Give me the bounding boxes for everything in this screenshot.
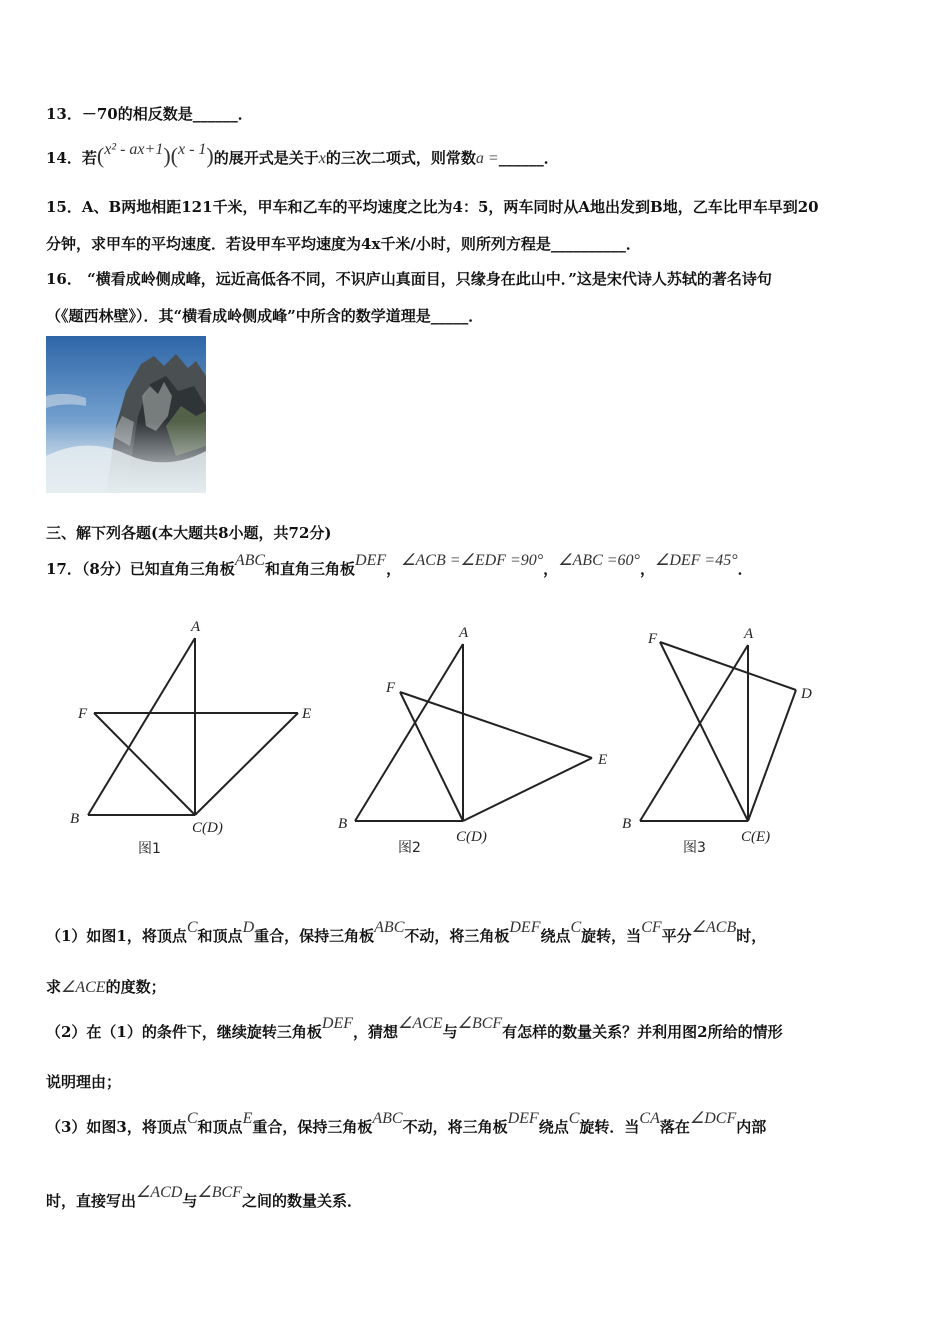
q14-mid: 的展开式是关于 bbox=[213, 149, 319, 167]
part1-line2b: 的度数； bbox=[105, 978, 166, 996]
fig3-caption: 图3 bbox=[683, 840, 706, 856]
fig2-label-E: E bbox=[598, 752, 608, 768]
part1-s1: （1）如图1，将顶点 bbox=[46, 927, 187, 945]
q14-expr1: x² - ax+1 bbox=[104, 141, 164, 158]
part1-CF: CF bbox=[641, 919, 662, 936]
part-2-line2: 说明理由； bbox=[46, 1073, 122, 1091]
part3-DEF: DEF bbox=[507, 1110, 539, 1127]
part3-s6: 旋转．当 bbox=[579, 1118, 640, 1136]
part1-ACE: ∠ACE bbox=[61, 979, 106, 996]
section-3-title: 三、解下列各题(本大题共8小题，共72分) bbox=[46, 524, 332, 542]
part-1-line2 bbox=[46, 976, 166, 997]
q14-prefix: 14．若 bbox=[46, 149, 97, 167]
part1-line2a: 求 bbox=[46, 978, 62, 996]
part-2-line1 bbox=[46, 1015, 783, 1042]
q17-mid: 和直角三角板 bbox=[265, 560, 356, 578]
part3-C: C bbox=[186, 1110, 198, 1127]
paren-close-2: ) bbox=[206, 143, 214, 168]
fig2-seg-ED bbox=[463, 758, 592, 821]
question-15-line1: 15．A、B两地相距121千米，甲车和乙车的平均速度之比为4：5，两车同时从A地出发到B地，乙车比甲车早到20 bbox=[46, 198, 819, 216]
fig2-seg-FE bbox=[400, 692, 592, 758]
q17-cond2: ∠ABC =60° bbox=[558, 552, 640, 569]
part1-D: D bbox=[242, 919, 255, 936]
question-13: 13．－70的相反数是______． bbox=[46, 105, 253, 123]
part3-E: E bbox=[242, 1110, 253, 1127]
part2-s4: 有怎样的数量关系？并利用图2所给的情形 bbox=[502, 1023, 783, 1041]
q14-expr2: x - 1 bbox=[177, 141, 207, 158]
part1-ABC: ABC bbox=[374, 919, 405, 936]
part3-s7: 落在 bbox=[659, 1118, 690, 1136]
fig3-seg-AB bbox=[640, 645, 748, 821]
fig3-label-A: A bbox=[744, 626, 754, 642]
var-a: a = bbox=[475, 150, 499, 167]
q17-cond1: ∠ACB =∠EDF =90° bbox=[401, 552, 544, 569]
question-16-line1: 16． “横看成岭侧成峰，远近高低各不同，不识庐山真面目，只缘身在此山中．”这是宋代诗人苏轼的著名诗句 bbox=[46, 270, 772, 288]
part3-s5: 绕点 bbox=[538, 1118, 569, 1136]
fig1-seg-AB bbox=[88, 638, 195, 815]
fig3-label-CE: C(E) bbox=[741, 829, 771, 845]
q14-mid2: 的三次二项式，则常数 bbox=[325, 149, 476, 167]
part3-line2b: 与 bbox=[182, 1192, 198, 1210]
part3-s1: （3）如图3，将顶点 bbox=[46, 1118, 187, 1136]
var-x: x bbox=[318, 150, 326, 167]
part3-ABC: ABC bbox=[372, 1110, 403, 1127]
fig2-seg-AB bbox=[355, 644, 463, 821]
paren-open: ( bbox=[96, 143, 105, 168]
fig3-seg-DE bbox=[748, 690, 796, 821]
part-1-line1 bbox=[46, 919, 767, 946]
part1-s7: 平分 bbox=[661, 927, 692, 945]
fig2-label-F: F bbox=[386, 680, 396, 696]
fig1-label-A: A bbox=[191, 619, 201, 635]
part3-line2a: 时，直接写出 bbox=[46, 1192, 137, 1210]
part1-C: C bbox=[186, 919, 198, 936]
part1-ACB: ∠ACB bbox=[691, 919, 737, 936]
part3-s2: 和顶点 bbox=[197, 1118, 243, 1136]
fig1-seg-ED bbox=[195, 713, 298, 815]
figure-1 bbox=[60, 612, 330, 862]
part2-DEF: DEF bbox=[321, 1015, 353, 1032]
part1-s8: 时， bbox=[736, 927, 767, 945]
fig1-label-F: F bbox=[78, 706, 88, 722]
part2-ACE: ∠ACE bbox=[398, 1015, 443, 1032]
part1-s2: 和顶点 bbox=[197, 927, 243, 945]
fig1-caption: 图1 bbox=[138, 841, 161, 857]
q17-abc: ABC bbox=[234, 552, 266, 569]
q17-comma2: ， bbox=[543, 560, 559, 578]
part-3-line1 bbox=[46, 1110, 767, 1137]
part1-s5: 绕点 bbox=[540, 927, 571, 945]
part1-s6: 旋转，当 bbox=[581, 927, 642, 945]
fig3-label-F: F bbox=[648, 631, 658, 647]
part3-line2c: 之间的数量关系． bbox=[241, 1192, 362, 1210]
part1-s4: 不动，将三角板 bbox=[404, 927, 510, 945]
part3-s3: 重合，保持三角板 bbox=[252, 1118, 373, 1136]
question-17 bbox=[46, 552, 753, 579]
fig2-label-CD: C(D) bbox=[456, 829, 487, 845]
paren-close: )( bbox=[163, 143, 178, 168]
fig2-label-B: B bbox=[338, 816, 348, 832]
fig2-label-A: A bbox=[459, 625, 469, 641]
q14-suffix: ______． bbox=[498, 149, 559, 167]
q17-prefix: 17．（8分）已知直角三角板 bbox=[46, 560, 235, 578]
part-3-line2 bbox=[46, 1184, 362, 1211]
q17-def: DEF bbox=[355, 552, 387, 569]
q17-end: ． bbox=[737, 560, 753, 578]
part3-s8: 内部 bbox=[736, 1118, 767, 1136]
part3-C2: C bbox=[568, 1110, 580, 1127]
q17-comma1: ， bbox=[386, 560, 402, 578]
question-14 bbox=[46, 143, 559, 169]
part2-BCF: ∠BCF bbox=[457, 1015, 503, 1032]
part2-s2: ，猜想 bbox=[353, 1023, 399, 1041]
part3-DCF: ∠DCF bbox=[689, 1110, 737, 1127]
fig1-label-B: B bbox=[70, 811, 80, 827]
fig3-label-D: D bbox=[801, 686, 812, 702]
figure-3 bbox=[615, 612, 845, 862]
part2-s3: 与 bbox=[442, 1023, 458, 1041]
fig1-seg-FD bbox=[94, 713, 195, 815]
part1-C2: C bbox=[570, 919, 582, 936]
part2-s1: （2）在（1）的条件下，继续旋转三角板 bbox=[46, 1023, 322, 1041]
lushan-mountain-photo bbox=[46, 336, 206, 493]
part1-DEF: DEF bbox=[509, 919, 541, 936]
fig1-label-E: E bbox=[302, 706, 312, 722]
part3-s4: 不动，将三角板 bbox=[402, 1118, 508, 1136]
q17-comma3: ， bbox=[639, 560, 655, 578]
fig3-label-B: B bbox=[622, 816, 632, 832]
question-15-line2: 分钟，求甲车的平均速度．若设甲车平均速度为4x千米/小时，则所列方程是__________． bbox=[46, 235, 641, 253]
q17-cond3: ∠DEF =45° bbox=[654, 552, 738, 569]
fig2-caption: 图2 bbox=[398, 840, 421, 856]
fig1-label-CD: C(D) bbox=[192, 820, 223, 836]
part3-BCF: ∠BCF bbox=[197, 1184, 242, 1201]
part3-CA: CA bbox=[639, 1110, 660, 1127]
question-16-line2: （《题西林壁》）．其“横看成岭侧成峰”中所含的数学道理是_____． bbox=[46, 307, 484, 325]
figure-2 bbox=[330, 612, 620, 862]
part3-ACD: ∠ACD bbox=[136, 1184, 183, 1201]
part1-s3: 重合，保持三角板 bbox=[254, 927, 375, 945]
